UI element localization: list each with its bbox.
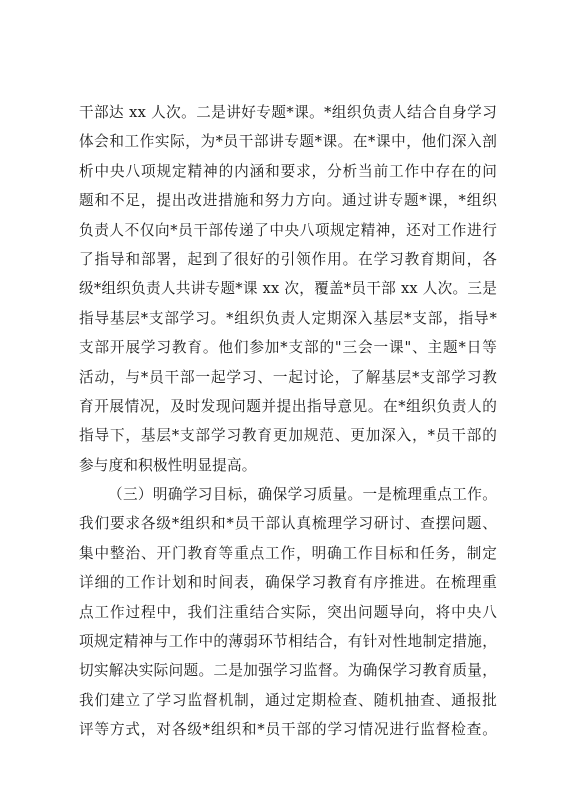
paragraph-line: 详细的工作计划和时间表，确保学习教育有序推进。在梳理重 (79, 574, 497, 592)
paragraph-line: 体会和工作实际，为*员干部讲专题*课。在*课中，他们深入剖 (79, 133, 497, 151)
paragraph-line: 了指导和部署，起到了很好的引领作用。在学习教育期间，各 (79, 250, 497, 268)
body-text (79, 98, 497, 745)
paragraph-line: 析中央八项规定精神的内涵和要求，分析当前工作中存在的问 (79, 162, 497, 180)
paragraph-line: 干部达 xx 人次。二是讲好专题*课。*组织负责人结合自身学习 (79, 104, 497, 121)
paragraph-line: 项规定精神与工作中的薄弱环节相结合，有针对性地制定措施， (79, 633, 497, 651)
paragraph-line: 切实解决实际问题。二是加强学习监督。为确保学习教育质量， (79, 662, 497, 680)
section-heading-line: （三）明确学习目标，确保学习质量。一是梳理重点工作。 (108, 486, 497, 504)
paragraph-line: 集中整治、开门教育等重点工作，明确工作目标和任务，制定 (79, 544, 497, 562)
paragraph-line: 指导下，基层*支部学习教育更加规范、更加深入，*员干部的 (79, 427, 497, 445)
paragraph-line: 参与度和积极性明显提高。 (79, 456, 257, 474)
paragraph-line: 支部开展学习教育。他们参加*支部的"三会一课"、主题*日等 (79, 339, 497, 357)
paragraph-line: 活动，与*员干部一起学习、一起讨论，了解基层*支部学习教 (79, 368, 497, 386)
paragraph-line: 题和不足，提出改进措施和努力方向。通过讲专题*课，*组织 (79, 192, 497, 210)
paragraph-line: 我们建立了学习监督机制，通过定期检查、随机抽查、通报批 (79, 691, 497, 709)
paragraph-line: 我们要求各级*组织和*员干部认真梳理学习研讨、查摆问题、 (79, 515, 497, 533)
paragraph-line: 点工作过程中，我们注重结合实际，突出问题导向，将中央八 (79, 603, 497, 621)
paragraph-line: 负责人不仅向*员干部传递了中央八项规定精神，还对工作进行 (79, 221, 497, 239)
paragraph-line: 级*组织负责人共讲专题*课 xx 次，覆盖*员干部 xx 人次。三是 (79, 280, 497, 298)
paragraph-line: 育开展情况，及时发现问题并提出指导意见。在*组织负责人的 (79, 397, 497, 415)
paragraph-line: 评等方式，对各级*组织和*员干部的学习情况进行监督检查。 (79, 721, 497, 739)
paragraph-line: 指导基层*支部学习。*组织负责人定期深入基层*支部，指导* (79, 309, 497, 327)
